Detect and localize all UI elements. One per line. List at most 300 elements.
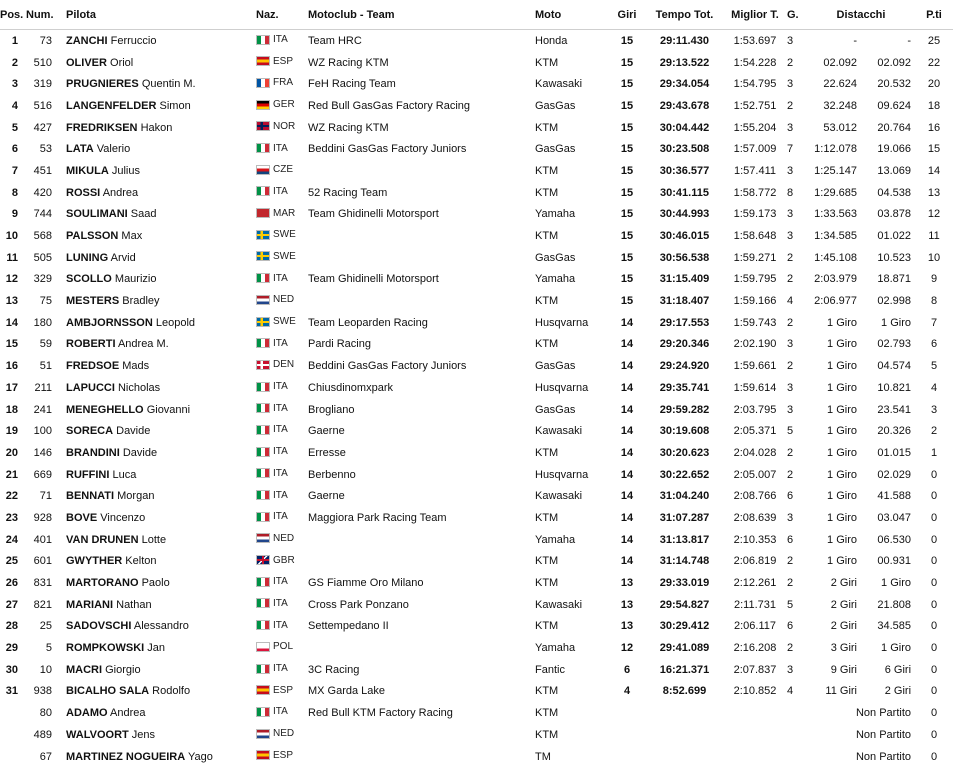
gap-leader-cell: 32.248	[823, 99, 857, 112]
total-time-cell: 29:33.019	[659, 577, 710, 590]
laps-cell: 14	[620, 360, 634, 373]
gap-leader-cell: 1:34.585	[814, 230, 857, 243]
gap-previous-cell: 02.092	[877, 56, 912, 69]
rider-last-name: VAN DRUNEN	[66, 533, 139, 546]
table-row	[0, 312, 953, 334]
nation-cell	[256, 551, 308, 573]
flag-icon	[256, 555, 270, 565]
laps-cell: 15	[620, 99, 634, 112]
nation-code: ESP	[273, 55, 294, 67]
rider-first-name: Jan	[147, 642, 166, 655]
points-cell: 20	[927, 78, 941, 91]
nation-code: ESP	[273, 684, 294, 696]
gap-leader-cell: 1:33.563	[814, 208, 857, 221]
total-time-cell	[646, 724, 723, 746]
laps-cell: 14	[620, 403, 634, 416]
gap-leader-cell: 1 Giro	[827, 446, 857, 459]
rider-number-cell: 67	[39, 750, 52, 763]
gap-leader-cell: 1 Giro	[827, 490, 857, 503]
best-lap-number-cell: 2	[787, 251, 794, 264]
header-num: Num.	[26, 0, 66, 30]
rider-number-cell: 100	[33, 425, 52, 438]
table-row	[0, 529, 953, 551]
best-lap-cell: 1:57.009	[733, 143, 777, 156]
gap-leader-cell: -	[853, 34, 857, 47]
nation-code: MAR	[273, 207, 296, 219]
table-row	[0, 247, 953, 269]
points-cell: 2	[930, 425, 938, 438]
bike-cell: KTM	[535, 295, 559, 308]
nation-code: ITA	[273, 446, 288, 458]
position-cell: 28	[5, 620, 18, 633]
table-row	[0, 30, 953, 52]
nation-cell	[256, 485, 308, 507]
nation	[256, 598, 288, 609]
team-cell: WZ Racing KTM	[308, 56, 389, 69]
position-cell: 20	[5, 446, 18, 459]
nation-code: ITA	[273, 706, 288, 718]
nation-code: GER	[273, 99, 295, 111]
points-cell: 0	[930, 642, 938, 655]
nation-code: ITA	[273, 381, 288, 393]
table-row	[0, 507, 953, 529]
gap-previous-cell: 41.588	[877, 490, 912, 503]
flag-icon	[256, 403, 270, 413]
rider-first-name: Andrea	[102, 186, 139, 199]
laps-cell: 15	[620, 78, 634, 91]
nation	[256, 555, 295, 566]
nation-code: SWE	[273, 229, 296, 241]
flag-icon	[256, 598, 270, 608]
nation-code: CZE	[273, 164, 293, 176]
best-lap-cell: 2:10.353	[733, 533, 777, 546]
bike-cell: KTM	[535, 555, 559, 568]
best-lap-number-cell: 3	[787, 663, 794, 676]
bike-cell: KTM	[535, 577, 559, 590]
nation	[256, 208, 295, 219]
laps-cell: 14	[620, 338, 634, 351]
best-lap-number-cell: 3	[787, 164, 794, 177]
position-cell: 7	[11, 164, 18, 177]
team-cell: GS Fiamme Oro Milano	[308, 577, 424, 590]
flag-icon	[256, 729, 270, 739]
table-row	[0, 464, 953, 486]
rider-first-name: Nathan	[116, 598, 152, 611]
position-cell: 1	[11, 34, 18, 47]
laps-cell: 15	[620, 56, 634, 69]
position-cell: 12	[5, 273, 18, 286]
rider-number-cell: 505	[33, 251, 52, 264]
nation-code: ITA	[273, 663, 288, 675]
best-lap-cell: 2:02.190	[733, 338, 777, 351]
bike-cell: Husqvarna	[535, 381, 589, 394]
total-time-cell: 30:04.442	[659, 121, 710, 134]
nation	[256, 728, 294, 739]
laps-cell: 15	[620, 143, 634, 156]
rider-name-cell	[66, 355, 256, 377]
laps-cell: 13	[620, 598, 634, 611]
rider-last-name: PALSSON	[66, 230, 119, 243]
total-time-cell: 31:07.287	[659, 511, 710, 524]
points-cell: 0	[930, 750, 938, 763]
position-cell: 17	[5, 381, 18, 394]
gap-leader-cell: 1 Giro	[827, 316, 857, 329]
flag-icon	[256, 707, 270, 717]
best-lap-number-cell: 3	[787, 208, 794, 221]
best-lap-cell: 2:16.208	[733, 642, 777, 655]
position-cell: 22	[5, 490, 18, 503]
points-cell: 11	[928, 230, 940, 243]
bike-cell: KTM	[535, 446, 559, 459]
best-lap-number-cell: 2	[787, 316, 794, 329]
rider-number-cell: 744	[33, 208, 52, 221]
team-cell: Team HRC	[308, 34, 362, 47]
laps-cell: 15	[620, 251, 634, 264]
flag-icon	[256, 230, 270, 240]
rider-number-cell: 71	[39, 490, 52, 503]
rider-name-cell	[66, 377, 256, 399]
position-cell	[0, 746, 26, 768]
best-lap-number-cell: 2	[787, 577, 794, 590]
flag-icon	[256, 186, 270, 196]
nation	[256, 338, 288, 349]
nation	[256, 99, 295, 110]
gap-leader-cell: 1 Giro	[827, 468, 857, 481]
best-lap-cell: 1:54.795	[733, 78, 777, 91]
best-lap-cell: 1:54.228	[733, 56, 777, 69]
points-cell: 0	[930, 663, 938, 676]
position-cell: 3	[11, 78, 18, 91]
laps-cell: 13	[620, 620, 634, 633]
rider-last-name: RUFFINI	[66, 468, 110, 481]
nation-cell	[256, 73, 308, 95]
points-cell: 0	[930, 598, 938, 611]
team-cell: Settempedano II	[308, 620, 389, 633]
gap-leader-cell: 1 Giro	[827, 425, 857, 438]
bike-cell: Husqvarna	[535, 468, 589, 481]
table-row	[0, 269, 953, 291]
best-lap-cell: 1:59.743	[733, 316, 777, 329]
gap-cell: Non Partito	[855, 728, 912, 741]
flag-icon	[256, 338, 270, 348]
gap-previous-cell: 01.015	[877, 446, 912, 459]
nation-cell	[256, 681, 308, 703]
laps-cell: 15	[620, 34, 634, 47]
bike-cell: KTM	[535, 511, 559, 524]
nation-cell	[256, 464, 308, 486]
rider-name-cell	[66, 485, 256, 507]
best-lap-number-cell	[787, 746, 807, 768]
nation	[256, 251, 296, 262]
bike-cell: KTM	[535, 685, 559, 698]
rider-name-cell	[66, 117, 256, 139]
best-lap-number-cell	[787, 702, 807, 724]
points-cell: 15	[927, 143, 941, 156]
gap-cell: Non Partito	[855, 707, 912, 720]
nation	[256, 164, 293, 175]
best-lap-cell: 2:10.852	[733, 685, 777, 698]
best-lap-cell: 2:06.117	[733, 620, 776, 633]
nation-cell	[256, 117, 308, 139]
bike-cell: Yamaha	[535, 208, 576, 221]
nation-cell	[256, 30, 308, 52]
best-lap-number-cell: 3	[787, 121, 794, 134]
nation-code: ESP	[273, 749, 294, 761]
table-row	[0, 724, 953, 746]
gap-previous-cell: 03.047	[877, 511, 912, 524]
rider-first-name: Arvid	[110, 251, 136, 264]
gap-leader-cell: 1:45.108	[814, 251, 857, 264]
nation-cell	[256, 182, 308, 204]
position-cell: 10	[5, 230, 18, 243]
rider-name-cell	[66, 334, 256, 356]
rider-first-name: Simon	[159, 99, 191, 112]
nation-cell	[256, 594, 308, 616]
rider-number-cell: 928	[33, 511, 52, 524]
bike-cell: Husqvarna	[535, 316, 589, 329]
flag-icon	[256, 620, 270, 630]
nation-code: ITA	[273, 272, 288, 284]
bike-cell: Kawasaki	[535, 425, 583, 438]
gap-previous-cell: 04.574	[877, 360, 912, 373]
rider-number-cell: 53	[39, 143, 52, 156]
rider-name-cell	[66, 464, 256, 486]
nation-cell	[256, 95, 308, 117]
nation	[256, 273, 288, 284]
nation	[256, 468, 288, 479]
rider-number-cell: 10	[39, 663, 52, 676]
best-lap-number-cell: 3	[787, 511, 794, 524]
team-cell: Beddini GasGas Factory Juniors	[308, 360, 467, 373]
position-cell: 25	[5, 555, 18, 568]
gap-previous-cell: 13.069	[877, 164, 912, 177]
laps-cell: 14	[620, 446, 634, 459]
rider-first-name: Quentin M.	[141, 78, 196, 91]
header-bike: Moto	[535, 0, 608, 30]
position-cell: 31	[5, 685, 18, 698]
rider-number-cell: 451	[33, 164, 52, 177]
points-cell: 9	[930, 273, 938, 286]
gap-previous-cell: 02.998	[877, 295, 912, 308]
laps-cell: 14	[620, 511, 634, 524]
best-lap-cell: 2:08.766	[733, 490, 777, 503]
best-lap-cell: 1:58.648	[733, 230, 777, 243]
nation-code: ITA	[273, 402, 288, 414]
rider-first-name: Maurizio	[114, 273, 157, 286]
bike-cell: Yamaha	[535, 273, 576, 286]
team-cell: Pardi Racing	[308, 338, 371, 351]
best-lap-cell: 2:04.028	[733, 446, 777, 459]
nation	[256, 77, 293, 88]
nation-cell	[256, 312, 308, 334]
nation	[256, 229, 296, 240]
best-lap-number-cell: 4	[787, 295, 794, 308]
laps-cell: 12	[620, 642, 634, 655]
header-team: Motoclub - Team	[308, 0, 535, 30]
best-lap-cell: 2:12.261	[733, 577, 777, 590]
table-row	[0, 138, 953, 160]
rider-number-cell: 510	[33, 56, 52, 69]
flag-icon	[256, 512, 270, 522]
gap-previous-cell: 1 Giro	[881, 577, 912, 590]
best-lap-number-cell: 3	[787, 230, 794, 243]
best-lap-cell: 2:06.819	[733, 555, 777, 568]
nation-code: SWE	[273, 316, 296, 328]
nation	[256, 316, 296, 327]
rider-number-cell: 420	[33, 186, 52, 199]
nation	[256, 381, 288, 392]
nation	[256, 750, 293, 761]
position-cell: 29	[5, 642, 18, 655]
flag-icon	[256, 664, 270, 674]
flag-icon	[256, 490, 270, 500]
gap-previous-cell: 1 Giro	[881, 316, 912, 329]
rider-name-cell	[66, 551, 256, 573]
position-cell: 2	[11, 56, 18, 69]
rider-first-name: Kelton	[125, 555, 157, 568]
points-cell: 25	[927, 34, 941, 47]
points-cell: 1	[930, 446, 938, 459]
total-time-cell	[646, 746, 723, 768]
rider-name-cell	[66, 659, 256, 681]
total-time-cell: 30:41.115	[660, 186, 709, 199]
gap-leader-cell: 1:25.147	[814, 164, 857, 177]
laps-cell: 15	[620, 121, 634, 134]
total-time-cell: 30:22.652	[659, 468, 710, 481]
rider-number-cell: 568	[33, 230, 52, 243]
gap-previous-cell: 10.523	[877, 251, 912, 264]
rider-first-name: Max	[121, 230, 143, 243]
flag-icon	[256, 425, 270, 435]
gap-previous-cell: 09.624	[877, 99, 912, 112]
points-cell: 0	[930, 533, 938, 546]
team-cell: FeH Racing Team	[308, 78, 396, 91]
nation-code: ITA	[273, 489, 288, 501]
laps-cell: 14	[620, 533, 634, 546]
nation-cell	[256, 507, 308, 529]
nation-code: ITA	[273, 185, 288, 197]
total-time-cell: 29:20.346	[659, 338, 710, 351]
rider-last-name: ROMPKOWSKI	[66, 642, 145, 655]
gap-previous-cell: 04.538	[877, 186, 912, 199]
nation	[256, 663, 288, 674]
total-time-cell: 29:35.741	[659, 381, 710, 394]
gap-previous-cell: 00.931	[877, 555, 912, 568]
best-lap-cell: 2:07.837	[733, 663, 777, 676]
table-row	[0, 572, 953, 594]
rider-first-name: Rodolfo	[152, 685, 191, 698]
total-time-cell: 30:56.538	[659, 251, 710, 264]
rider-name-cell	[66, 442, 256, 464]
table-row	[0, 290, 953, 312]
gap-previous-cell: 18.871	[877, 273, 912, 286]
nation	[256, 706, 288, 717]
rider-name-cell	[66, 616, 256, 638]
rider-last-name: LATA	[66, 143, 94, 156]
header-best-lap: Miglior T.	[723, 0, 787, 30]
flag-icon	[256, 642, 270, 652]
points-cell: 8	[930, 295, 938, 308]
table-row	[0, 225, 953, 247]
laps-cell: 15	[620, 273, 634, 286]
position-cell	[0, 702, 26, 724]
points-cell: 0	[930, 577, 938, 590]
gap-leader-cell: 22.624	[823, 78, 857, 91]
nation	[256, 490, 288, 501]
nation	[256, 511, 288, 522]
best-lap-cell: 1:59.795	[733, 273, 777, 286]
rider-first-name: Luca	[112, 468, 137, 481]
total-time-cell: 30:46.015	[659, 230, 710, 243]
best-lap-number-cell: 2	[787, 99, 794, 112]
rider-name-cell	[66, 637, 256, 659]
team-cell: Team Leoparden Racing	[308, 316, 428, 329]
nation-cell	[256, 529, 308, 551]
nation-code: ITA	[273, 337, 288, 349]
bike-cell: KTM	[535, 338, 559, 351]
bike-cell: KTM	[535, 728, 559, 741]
points-cell: 0	[930, 468, 938, 481]
best-lap-number-cell: 3	[787, 403, 794, 416]
gap-previous-cell: 03.878	[877, 208, 912, 221]
best-lap-number-cell: 2	[787, 468, 794, 481]
rider-name-cell	[66, 594, 256, 616]
nation-cell	[256, 269, 308, 291]
header-rider: Pilota	[66, 0, 256, 30]
table-row	[0, 355, 953, 377]
nation-code: ITA	[273, 424, 288, 436]
total-time-cell: 30:36.577	[659, 164, 710, 177]
total-time-cell: 31:18.407	[659, 295, 710, 308]
gap-leader-cell: 2 Giri	[830, 598, 857, 611]
best-lap-cell: 2:11.731	[733, 598, 776, 611]
rider-name-cell	[66, 312, 256, 334]
gap-leader-cell: 2 Giri	[830, 620, 857, 633]
total-time-cell: 29:17.553	[659, 316, 710, 329]
header-nation: Naz.	[256, 0, 308, 30]
rider-last-name: BENNATI	[66, 490, 115, 503]
best-lap-number-cell: 3	[787, 34, 794, 47]
nation-cell	[256, 702, 308, 724]
table-row	[0, 637, 953, 659]
rider-first-name: Andrea M.	[117, 338, 169, 351]
points-cell: 6	[930, 338, 938, 351]
rider-first-name: Nicholas	[117, 381, 161, 394]
points-cell: 5	[930, 360, 938, 373]
best-lap-cell: 2:03.795	[733, 403, 777, 416]
rider-last-name: MENEGHELLO	[66, 403, 144, 416]
points-cell: 0	[930, 490, 938, 503]
total-time-cell: 29:34.054	[659, 78, 710, 91]
gap-leader-cell: 02.092	[823, 56, 857, 69]
points-cell: 10	[927, 251, 941, 264]
team-cell: Team Ghidinelli Motorsport	[308, 208, 439, 221]
nation-cell	[256, 138, 308, 160]
team-cell: Beddini GasGas Factory Juniors	[308, 143, 467, 156]
table-row	[0, 681, 953, 703]
total-time-cell: 29:11.430	[660, 34, 709, 47]
best-lap-cell: 1:59.271	[733, 251, 777, 264]
rider-first-name: Oriol	[110, 56, 134, 69]
laps-cell: 15	[620, 208, 634, 221]
nation	[256, 34, 288, 45]
gap-leader-cell: 3 Giri	[830, 642, 857, 655]
rider-name-cell	[66, 95, 256, 117]
laps-cell: 14	[620, 468, 634, 481]
total-time-cell: 30:20.623	[659, 446, 710, 459]
rider-last-name: MARIANI	[66, 598, 114, 611]
rider-first-name: Valerio	[96, 143, 131, 156]
